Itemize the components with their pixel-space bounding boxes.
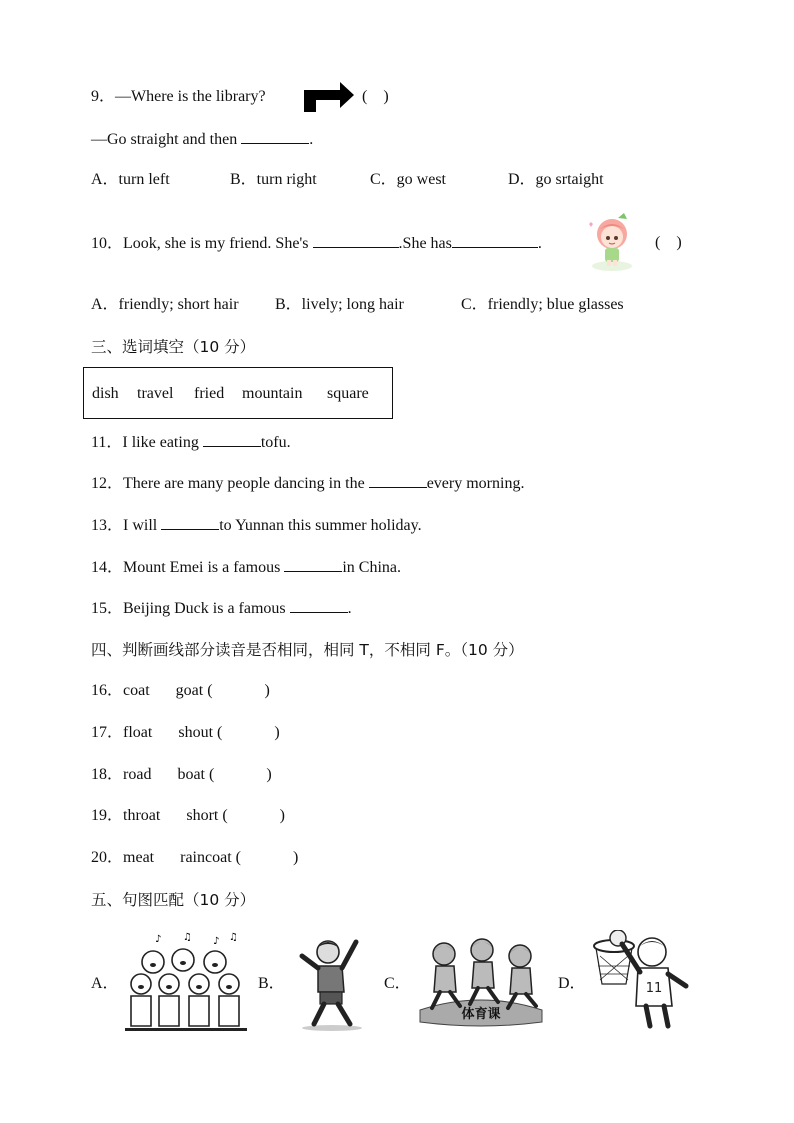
picture-label-a: A．: [91, 975, 119, 992]
svg-text:♪: ♪: [155, 934, 162, 945]
q19-line: 19．throat short ( ): [91, 807, 285, 824]
q10-answer-paren: ( ): [655, 234, 682, 251]
children-singing-icon: [125, 932, 247, 1034]
q9-line1: [91, 87, 266, 107]
q10-blank-2[interactable]: [452, 233, 538, 248]
boy-playing-basketball-icon: [588, 930, 694, 1034]
q15-blank[interactable]: [290, 598, 348, 613]
q10-option-b[interactable]: B．lively; long hair: [275, 296, 404, 313]
svg-text:♪: ♪: [213, 936, 220, 947]
q9-answer-paren: ( ): [362, 88, 389, 105]
q11-blank[interactable]: [203, 432, 261, 447]
turn-right-arrow-icon: [304, 80, 354, 112]
section4-heading: 四、判断画线部分读音是否相同，相同 T，不相同 F。（10 分）: [91, 641, 524, 659]
word-bank-item: travel: [137, 385, 174, 402]
q13-line: 13．I will to Yunnan this summer holiday.: [91, 517, 422, 534]
word-bank-box: [83, 367, 393, 419]
q18-line: 18．road boat ( ): [91, 766, 272, 783]
word-bank-item: square: [327, 385, 369, 402]
q12-blank[interactable]: [369, 473, 427, 488]
section3-heading: 三、选词填空（10 分）: [91, 338, 256, 356]
q16-line: 16．coat goat ( ): [91, 682, 270, 699]
q13-blank[interactable]: [161, 515, 219, 530]
q17-line: 17．float shout ( ): [91, 724, 280, 741]
svg-text:11: 11: [645, 981, 663, 996]
word-bank-item: mountain: [242, 385, 303, 402]
word-bank-item: dish: [92, 385, 119, 402]
q9-blank[interactable]: [241, 129, 309, 144]
section5-heading: 五、句图匹配（10 分）: [91, 891, 256, 909]
q14-line: 14．Mount Emei is a famous in China.: [91, 559, 401, 576]
cartoon-girl-icon: [586, 210, 638, 272]
svg-text:♫: ♫: [229, 932, 238, 943]
q9-option-a[interactable]: A．turn left: [91, 171, 170, 188]
word-bank-item: fried: [194, 385, 225, 402]
picture-label-b: B．: [258, 975, 285, 992]
q9-option-b[interactable]: B．turn right: [230, 171, 317, 188]
svg-text:♫: ♫: [183, 932, 192, 943]
q14-blank[interactable]: [284, 557, 342, 572]
q9-option-d[interactable]: D．go srtaight: [508, 171, 604, 188]
q20-line: 20．meat raincoat ( ): [91, 849, 299, 866]
q12-line: 12．There are many people dancing in the every morning.: [91, 475, 525, 492]
boy-exercising-icon: [296, 936, 370, 1032]
q11-line: 11．I like eating tofu.: [91, 434, 291, 451]
picture-label-c: C．: [384, 975, 411, 992]
q9-option-c[interactable]: C．go west: [370, 171, 447, 188]
q10-blank-1[interactable]: [313, 233, 399, 248]
pe-class-caption: 体育课: [461, 1007, 501, 1022]
q10-line: 10．Look, she is my friend. She's .She has .: [91, 235, 542, 252]
children-running-icon: [416, 938, 546, 1028]
picture-label-d: D．: [558, 975, 586, 992]
q9-question: 9．—Where is the library?: [91, 88, 266, 105]
q9-line2: —Go straight and then .: [91, 131, 314, 148]
q15-line: 15．Beijing Duck is a famous .: [91, 600, 352, 617]
q10-option-a[interactable]: A．friendly; short hair: [91, 296, 239, 313]
q10-option-c[interactable]: C．friendly; blue glasses: [461, 296, 624, 313]
